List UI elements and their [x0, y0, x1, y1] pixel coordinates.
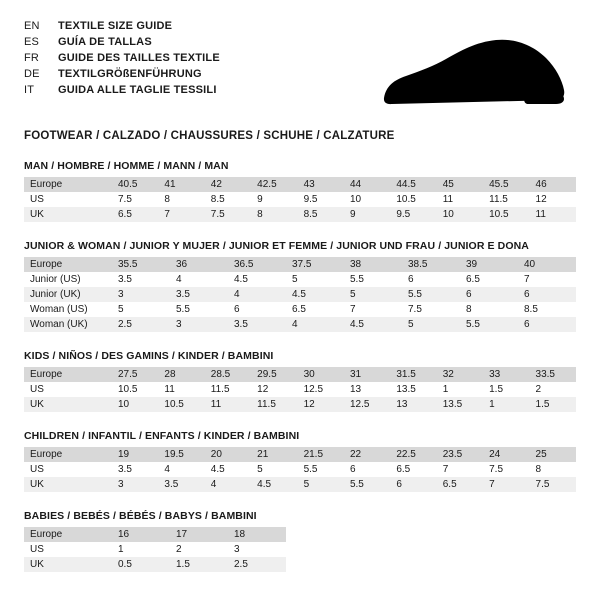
cell: 10 [437, 207, 483, 222]
cell: 8 [535, 464, 542, 475]
cell: 31 [344, 367, 390, 382]
cell: 16 [112, 527, 170, 542]
language-row-fr [24, 51, 220, 65]
cell: 44 [344, 177, 390, 192]
cell: 2 [535, 384, 542, 395]
cell: 22.5 [390, 447, 436, 462]
cell: 6.5 [437, 477, 483, 492]
row-label: US [30, 194, 44, 205]
cell: 5 [298, 477, 344, 492]
cell: 42 [205, 177, 251, 192]
cell: 24 [483, 447, 529, 462]
cell: 5 [118, 304, 124, 315]
section-children [24, 430, 576, 492]
cell: 4 [164, 464, 170, 475]
cell: 4.5 [251, 477, 297, 492]
cell: 3.5 [158, 477, 204, 492]
cell: 19 [112, 447, 158, 462]
cell: 33 [483, 367, 529, 382]
cell: 19.5 [158, 447, 204, 462]
cell: 11.5 [210, 384, 230, 395]
cell: 5 [257, 464, 263, 475]
cell: 29.5 [251, 367, 297, 382]
cell: 3.5 [118, 274, 132, 285]
cell: 3.5 [228, 317, 286, 332]
language-row-de [24, 67, 220, 81]
cell: 2.5 [228, 557, 286, 572]
cell: 32 [437, 367, 483, 382]
cell: 13 [390, 397, 436, 412]
cell: 12.5 [303, 384, 324, 395]
cell: 13 [349, 384, 362, 395]
cell: 9.5 [303, 194, 318, 205]
table-row [24, 542, 576, 557]
cell: 8 [466, 304, 472, 315]
cell: 22 [344, 447, 390, 462]
cell: 6 [408, 274, 414, 285]
cell: 6 [349, 464, 356, 475]
cell: 20 [205, 447, 251, 462]
cell: 5 [344, 287, 402, 302]
language-code: FR [24, 52, 40, 64]
section-babies [24, 510, 576, 572]
cell: 9 [257, 194, 263, 205]
section-man [24, 160, 576, 222]
cell: 7.5 [118, 194, 132, 205]
cell: 7 [350, 304, 356, 315]
cell: 35.5 [112, 257, 170, 272]
table-row [24, 462, 576, 477]
row-label: UK [24, 477, 112, 492]
cell: 12 [257, 384, 269, 395]
row-label: US [30, 544, 44, 555]
cell: 7.5 [205, 207, 251, 222]
cell: 39 [460, 257, 518, 272]
language-code: ES [24, 36, 40, 48]
cell: 12 [298, 397, 344, 412]
cell: 2 [176, 544, 182, 555]
cell: 12 [535, 194, 547, 205]
size-table-man [24, 177, 576, 222]
cell: 10.5 [396, 194, 416, 205]
cell: 7 [524, 274, 530, 285]
cell: 42.5 [251, 177, 297, 192]
cell: 25 [530, 447, 576, 462]
cell: 7 [442, 464, 449, 475]
section-kids [24, 350, 576, 412]
language-code: DE [24, 68, 40, 80]
section-title: KIDS / NIÑOS / DES GAMINS / KINDER / BAMBINI [24, 350, 274, 362]
row-label: UK [24, 207, 112, 222]
cell: 1.5 [170, 557, 228, 572]
cell: 46 [530, 177, 576, 192]
size-table-kids [24, 367, 576, 412]
cell: 6 [518, 287, 576, 302]
cell: 7 [483, 477, 529, 492]
cell: 0.5 [112, 557, 170, 572]
cell: 38.5 [402, 257, 460, 272]
table-row [24, 477, 576, 492]
cell: 9 [344, 207, 390, 222]
table-row [24, 207, 576, 222]
cell: 1 [483, 397, 529, 412]
cell: 45.5 [483, 177, 529, 192]
cell: 3.5 [170, 287, 228, 302]
size-table-babies [24, 527, 576, 572]
cell: 17 [170, 527, 228, 542]
cell: 8.5 [298, 207, 344, 222]
cell: 10 [112, 397, 158, 412]
cell: 5.5 [350, 274, 364, 285]
cell: 13.5 [396, 384, 416, 395]
cell: 1 [442, 384, 449, 395]
section-title: CHILDREN / INFANTIL / ENFANTS / KINDER / BAMBINI [24, 430, 300, 442]
cell: 36.5 [228, 257, 286, 272]
cell: 23.5 [437, 447, 483, 462]
cell: 10.5 [158, 397, 204, 412]
cell: 5 [402, 317, 460, 332]
cell: 3.5 [118, 464, 132, 475]
cell: 4 [286, 317, 344, 332]
cell: 5.5 [344, 477, 390, 492]
cell: 27.5 [112, 367, 158, 382]
table-row [24, 367, 576, 382]
language-row-en [24, 19, 220, 33]
cell: 11 [530, 207, 576, 222]
row-label: UK [24, 557, 112, 572]
table-row [24, 382, 576, 397]
table-row [24, 192, 576, 207]
cell: 21 [251, 447, 297, 462]
cell: 6.5 [396, 464, 411, 475]
cell: 30 [298, 367, 344, 382]
table-row [24, 397, 576, 412]
table-row [24, 557, 576, 572]
language-code: IT [24, 84, 35, 96]
cell: 4 [176, 274, 182, 285]
cell: 3 [112, 477, 158, 492]
table-row [24, 317, 576, 332]
cell: 18 [228, 527, 286, 542]
table-row [24, 527, 576, 542]
table-filler [286, 542, 576, 557]
row-label: US [30, 464, 44, 475]
cell: 6.5 [466, 274, 480, 285]
cell: 8 [164, 194, 170, 205]
row-label: US [30, 384, 44, 395]
cell: 38 [344, 257, 402, 272]
table-row [24, 272, 576, 287]
cell: 44.5 [390, 177, 436, 192]
language-list [24, 18, 220, 97]
page-subtitle: FOOTWEAR / CALZADO / CHAUSSURES / SCHUHE / CALZATURE [24, 130, 395, 142]
cell: 40 [518, 257, 576, 272]
cell: 1.5 [489, 384, 504, 395]
cell: 31.5 [390, 367, 436, 382]
cell: 7.5 [530, 477, 576, 492]
cell: 4 [205, 477, 251, 492]
cell: 5.5 [402, 287, 460, 302]
cell: 5.5 [176, 304, 190, 315]
row-label: Junior (UK) [24, 287, 112, 302]
table-filler [286, 557, 576, 572]
row-label: Europe [24, 447, 112, 462]
table-row [24, 302, 576, 317]
cell: 5 [292, 274, 298, 285]
cell: 10.5 [118, 384, 138, 395]
language-title: GUIDE DES TAILLES TEXTILE [58, 52, 220, 64]
table-row [24, 287, 576, 302]
cell: 40.5 [112, 177, 158, 192]
cell: 5.5 [303, 464, 318, 475]
cell: 1 [118, 544, 124, 555]
cell: 41 [158, 177, 204, 192]
cell: 4.5 [234, 274, 248, 285]
cell: 21.5 [298, 447, 344, 462]
cell: 4.5 [344, 317, 402, 332]
cell: 6 [390, 477, 436, 492]
dress-shoe-icon [376, 36, 566, 114]
cell: 3 [234, 544, 240, 555]
cell: 10.5 [483, 207, 529, 222]
cell: 36 [170, 257, 228, 272]
cell: 5.5 [460, 317, 518, 332]
row-label: Junior (US) [30, 274, 81, 285]
row-label: Woman (US) [30, 304, 88, 315]
cell: 6 [234, 304, 240, 315]
cell: 11 [205, 397, 251, 412]
cell: 7.5 [408, 304, 422, 315]
cell: 13.5 [437, 397, 483, 412]
cell: 6 [518, 317, 576, 332]
cell: 4.5 [286, 287, 344, 302]
cell: 8.5 [524, 304, 538, 315]
cell: 28.5 [205, 367, 251, 382]
page-header [24, 18, 576, 114]
cell: 2.5 [112, 317, 170, 332]
cell: 4 [228, 287, 286, 302]
cell: 6 [460, 287, 518, 302]
section-junior-woman [24, 240, 576, 332]
cell: 11.5 [489, 194, 508, 205]
table-row [24, 257, 576, 272]
row-label: Europe [24, 527, 112, 542]
cell: 3 [112, 287, 170, 302]
cell: 3 [170, 317, 228, 332]
language-title: GUÍA DE TALLAS [58, 36, 152, 48]
cell: 12.5 [344, 397, 390, 412]
cell: 33.5 [530, 367, 576, 382]
row-label: Europe [24, 257, 112, 272]
cell: 28 [158, 367, 204, 382]
cell: 9.5 [390, 207, 436, 222]
row-label: UK [24, 397, 112, 412]
cell: 6.5 [112, 207, 158, 222]
cell: 6.5 [292, 304, 306, 315]
cell: 11.5 [251, 397, 297, 412]
section-title: BABIES / BEBÉS / BÉBÉS / BABYS / BAMBINI [24, 510, 257, 522]
language-row-it [24, 83, 220, 97]
cell: 43 [298, 177, 344, 192]
row-label: Europe [24, 367, 112, 382]
cell: 37.5 [286, 257, 344, 272]
cell: 11 [442, 194, 454, 205]
cell: 7.5 [489, 464, 504, 475]
table-row [24, 177, 576, 192]
cell: 8.5 [210, 194, 225, 205]
language-row-es [24, 35, 220, 49]
row-label: Woman (UK) [24, 317, 112, 332]
language-title: GUIDA ALLE TAGLIE TESSILI [58, 84, 217, 96]
cell: 10 [349, 194, 362, 205]
language-title: TEXTILE SIZE GUIDE [58, 20, 173, 32]
table-row [24, 447, 576, 462]
language-code: EN [24, 20, 40, 32]
size-table-children [24, 447, 576, 492]
section-title: MAN / HOMBRE / HOMME / MANN / MAN [24, 160, 229, 172]
section-title: JUNIOR & WOMAN / JUNIOR Y MUJER / JUNIOR ET FEMME / JUNIOR UND FRAU / JUNIOR E DONA [24, 240, 529, 252]
cell: 4.5 [210, 464, 225, 475]
cell: 7 [158, 207, 204, 222]
table-filler [286, 527, 576, 542]
row-label: Europe [24, 177, 112, 192]
cell: 45 [437, 177, 483, 192]
cell: 11 [164, 384, 175, 395]
language-title: TEXTILGRÖßENFÜHRUNG [58, 68, 202, 80]
cell: 1.5 [530, 397, 576, 412]
size-table-junior-woman [24, 257, 576, 332]
cell: 8 [251, 207, 297, 222]
